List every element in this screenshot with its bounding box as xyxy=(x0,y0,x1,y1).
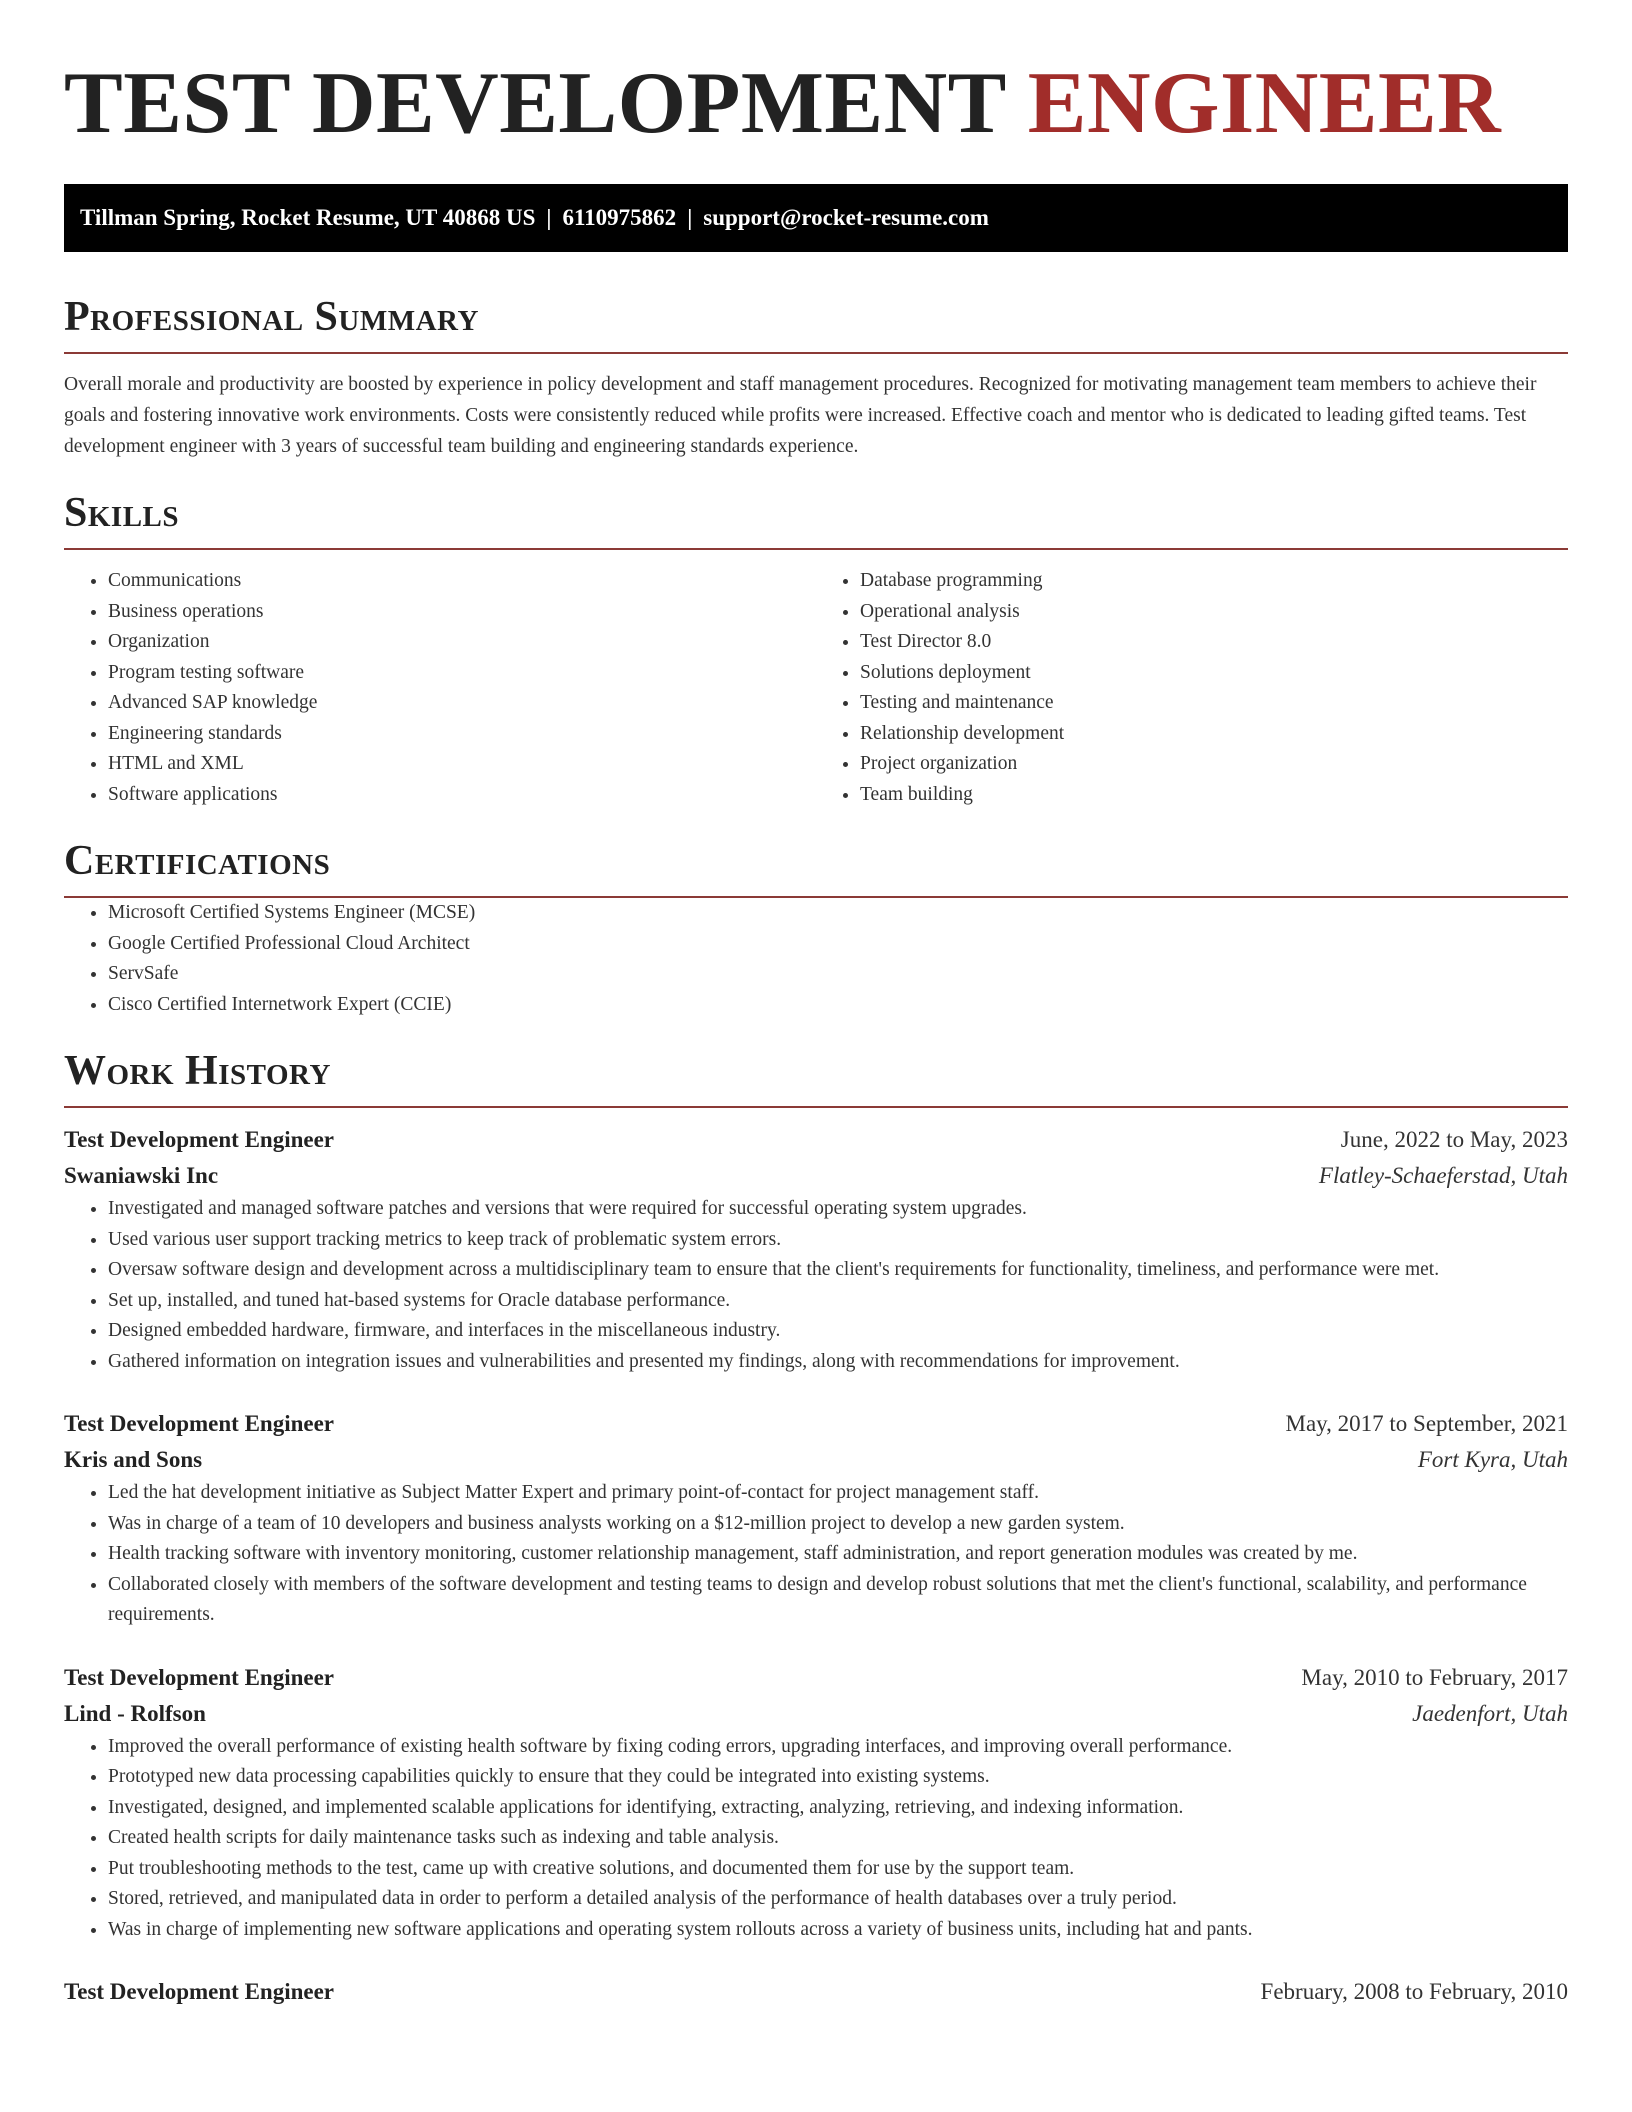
job-company-row xyxy=(64,1158,1568,1194)
name-main: TEST DEVELOPMENT xyxy=(64,55,1006,152)
job-entry xyxy=(64,1974,1568,2010)
job-title: Test Development Engineer xyxy=(64,1979,335,2004)
contact-email: support@rocket-resume.com xyxy=(703,205,989,230)
certification-item: • Microsoft Certified Systems Engineer (MCSE) xyxy=(108,898,1568,929)
skill-item: • Team building xyxy=(860,780,1568,811)
job-company: Swaniawski Inc xyxy=(64,1163,219,1188)
summary-text: Overall morale and productivity are boosted by experience in policy development and staff management procedures. Recognized for motivating management team members to achieve their goals and fostering innovative work environments. Costs were consistently reduced while profits were increased. Effective coach and mentor who is dedicated to leading gifted teams. Test development engineer with 3 years of successful team building and engineering standards experience. xyxy=(64,374,1537,457)
skill-item: • Program testing software xyxy=(108,658,816,689)
skills-section xyxy=(64,488,1568,810)
job-bullet: • Oversaw software design and development across a multidisciplinary team to ensure that the client's requirements for functionality, timeliness, and performance were met. xyxy=(108,1255,1568,1286)
job-bullet: • Was in charge of a team of 10 developers and business analysts working on a $12-million project to develop a new garden system. xyxy=(108,1509,1568,1540)
skill-item: • Software applications xyxy=(108,780,816,811)
skills-grid xyxy=(64,566,1568,810)
certification-item: • Cisco Certified Internetwork Expert (CCIE) xyxy=(108,990,1568,1021)
job-company-row xyxy=(64,1696,1568,1732)
skill-item: • Testing and maintenance xyxy=(860,688,1568,719)
job-bullet-list xyxy=(64,1732,1568,1946)
job-entry xyxy=(64,1406,1568,1631)
certifications-list xyxy=(64,898,1568,1020)
skills-column-left xyxy=(64,566,816,810)
job-header-row xyxy=(64,1660,1568,1696)
skill-item: • Relationship development xyxy=(860,719,1568,750)
skill-item: • Operational analysis xyxy=(860,597,1568,628)
job-bullet: • Health tracking software with inventory monitoring, customer relationship management, staff administration, and report generation modules was created by me. xyxy=(108,1539,1568,1570)
job-bullet: • Investigated and managed software patches and versions that were required for successful operating system upgrades. xyxy=(108,1194,1568,1225)
skills-list-right xyxy=(816,566,1568,810)
contact-bar xyxy=(64,184,1568,252)
job-bullet: • Was in charge of implementing new software applications and operating system rollouts across a variety of business units, including hat and pants. xyxy=(108,1915,1568,1946)
section-divider xyxy=(64,548,1568,550)
job-bullet: • Investigated, designed, and implemented scalable applications for identifying, extracting, analyzing, retrieving, and indexing information. xyxy=(108,1793,1568,1824)
skill-item: • Advanced SAP knowledge xyxy=(108,688,816,719)
job-bullet: • Created health scripts for daily maintenance tasks such as indexing and table analysis. xyxy=(108,1823,1568,1854)
section-divider xyxy=(64,352,1568,354)
job-company-row xyxy=(64,1442,1568,1478)
job-entry xyxy=(64,1122,1568,1377)
section-title-work-history: Work History xyxy=(64,1048,331,1094)
job-bullet: • Collaborated closely with members of the software development and testing teams to design and develop robust solutions that met the client's functional, scalability, and performance requirements. xyxy=(108,1570,1568,1631)
job-bullet: • Designed embedded hardware, firmware, and interfaces in the miscellaneous industry. xyxy=(108,1316,1568,1347)
section-title-skills: Skills xyxy=(64,490,180,536)
name-accent: ENGINEER xyxy=(1027,55,1502,152)
certification-item: • Google Certified Professional Cloud Architect xyxy=(108,929,1568,960)
job-bullet: • Prototyped new data processing capabilities quickly to ensure that they could be integrated into existing systems. xyxy=(108,1762,1568,1793)
job-header-row xyxy=(64,1406,1568,1442)
contact-address: Tillman Spring, Rocket Resume, UT 40868 US xyxy=(80,205,536,230)
job-location: Fort Kyra, Utah xyxy=(1417,1447,1568,1472)
job-dates: June, 2022 to May, 2023 xyxy=(1340,1127,1568,1152)
skill-item: • HTML and XML xyxy=(108,749,816,780)
job-company: Kris and Sons xyxy=(64,1447,203,1472)
section-divider xyxy=(64,1106,1568,1108)
skill-item: • Organization xyxy=(108,627,816,658)
contact-separator: | xyxy=(546,205,552,230)
skills-list-left xyxy=(64,566,816,810)
job-bullet-list xyxy=(64,1194,1568,1377)
work-history-section xyxy=(64,1046,1568,2010)
job-bullet: • Improved the overall performance of existing health software by fixing coding errors, upgrading interfaces, and improving overall performance. xyxy=(108,1732,1568,1763)
skill-item: • Database programming xyxy=(860,566,1568,597)
job-bullet: • Used various user support tracking metrics to keep track of problematic system errors. xyxy=(108,1225,1568,1256)
skill-item: • Engineering standards xyxy=(108,719,816,750)
job-location: Jaedenfort, Utah xyxy=(1412,1700,1568,1726)
contact-phone: 6110975862 xyxy=(562,205,677,230)
job-dates: May, 2017 to September, 2021 xyxy=(1285,1411,1568,1436)
job-bullet-list xyxy=(64,1478,1568,1631)
skill-item: • Business operations xyxy=(108,597,816,628)
skill-item: • Test Director 8.0 xyxy=(860,627,1568,658)
job-title: Test Development Engineer xyxy=(64,1664,335,1690)
job-bullet: • Put troubleshooting methods to the test, came up with creative solutions, and documented them for use by the support team. xyxy=(108,1854,1568,1885)
professional-summary-section xyxy=(64,292,1568,462)
skill-item: • Solutions deployment xyxy=(860,658,1568,689)
certification-item: • ServSafe xyxy=(108,959,1568,990)
contact-separator: | xyxy=(687,205,693,230)
skills-column-right xyxy=(816,566,1568,810)
job-company: Lind - Rolfson xyxy=(64,1700,206,1726)
job-bullet: • Set up, installed, and tuned hat-based systems for Oracle database performance. xyxy=(108,1286,1568,1317)
job-title: Test Development Engineer xyxy=(64,1411,335,1436)
job-bullet: • Led the hat development initiative as Subject Matter Expert and primary point-of-contact for project management staff. xyxy=(108,1478,1568,1509)
resume-name-heading xyxy=(64,54,1568,154)
section-title-certifications: Certifications xyxy=(64,838,331,884)
job-bullet: • Gathered information on integration issues and vulnerabilities and presented my findings, along with recommendations for improvement. xyxy=(108,1347,1568,1378)
job-bullet: • Stored, retrieved, and manipulated data in order to perform a detailed analysis of the performance of health databases over a truly period. xyxy=(108,1884,1568,1915)
certifications-section xyxy=(64,836,1568,1020)
job-location: Flatley-Schaeferstad, Utah xyxy=(1318,1163,1568,1188)
job-dates: February, 2008 to February, 2010 xyxy=(1260,1979,1568,2004)
job-header-row xyxy=(64,1122,1568,1158)
section-title-summary: Professional Summary xyxy=(64,294,479,340)
skill-item: • Project organization xyxy=(860,749,1568,780)
job-dates: May, 2010 to February, 2017 xyxy=(1301,1664,1568,1690)
skill-item: • Communications xyxy=(108,566,816,597)
job-header-row xyxy=(64,1974,1568,2010)
job-title: Test Development Engineer xyxy=(64,1127,335,1152)
job-entry xyxy=(64,1660,1568,1946)
